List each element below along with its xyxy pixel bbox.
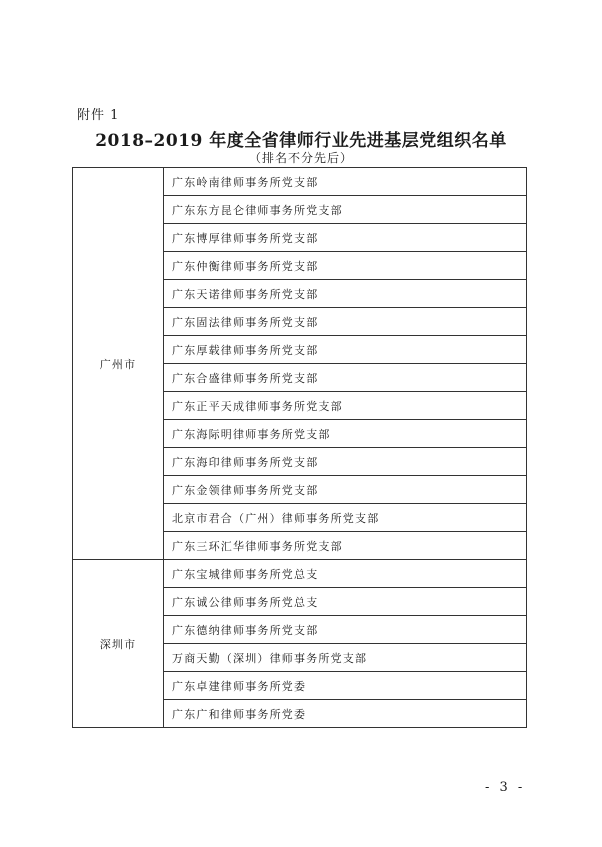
org-cell: 广东正平天成律师事务所党支部 bbox=[164, 392, 527, 420]
org-cell: 广东厚载律师事务所党支部 bbox=[164, 336, 527, 364]
org-cell: 广东天诺律师事务所党支部 bbox=[164, 280, 527, 308]
org-cell: 广东宝城律师事务所党总支 bbox=[164, 560, 527, 588]
attachment-label: 附件 1 bbox=[77, 108, 120, 123]
org-cell: 广东固法律师事务所党支部 bbox=[164, 308, 527, 336]
city-cell-guangzhou: 广州市 bbox=[73, 168, 164, 560]
org-cell: 广东卓建律师事务所党委 bbox=[164, 672, 527, 700]
org-cell: 广东广和律师事务所党委 bbox=[164, 700, 527, 728]
document-title: 2018–2019 年度全省律师行业先进基层党组织名单 bbox=[95, 131, 507, 151]
organization-table-body bbox=[73, 168, 527, 728]
organization-table bbox=[72, 167, 527, 728]
org-cell: 广东仲衡律师事务所党支部 bbox=[164, 252, 527, 280]
org-cell: 广东海际明律师事务所党支部 bbox=[164, 420, 527, 448]
org-cell: 广东三环汇华律师事务所党支部 bbox=[164, 532, 527, 560]
org-cell: 万商天勤（深圳）律师事务所党支部 bbox=[164, 644, 527, 672]
table-row bbox=[73, 560, 527, 588]
table-row bbox=[73, 168, 527, 196]
org-cell: 广东诚公律师事务所党总支 bbox=[164, 588, 527, 616]
city-cell-shenzhen: 深圳市 bbox=[73, 560, 164, 728]
org-cell: 广东德纳律师事务所党支部 bbox=[164, 616, 527, 644]
org-cell: 广东博厚律师事务所党支部 bbox=[164, 224, 527, 252]
org-cell: 广东金领律师事务所党支部 bbox=[164, 476, 527, 504]
org-cell: 广东合盛律师事务所党支部 bbox=[164, 364, 527, 392]
document-subtitle: （排名不分先后） bbox=[248, 151, 353, 165]
page-number: - 3 - bbox=[485, 780, 526, 795]
org-cell: 广东岭南律师事务所党支部 bbox=[164, 168, 527, 196]
org-cell: 北京市君合（广州）律师事务所党支部 bbox=[164, 504, 527, 532]
org-cell: 广东东方昆仑律师事务所党支部 bbox=[164, 196, 527, 224]
org-cell: 广东海印律师事务所党支部 bbox=[164, 448, 527, 476]
